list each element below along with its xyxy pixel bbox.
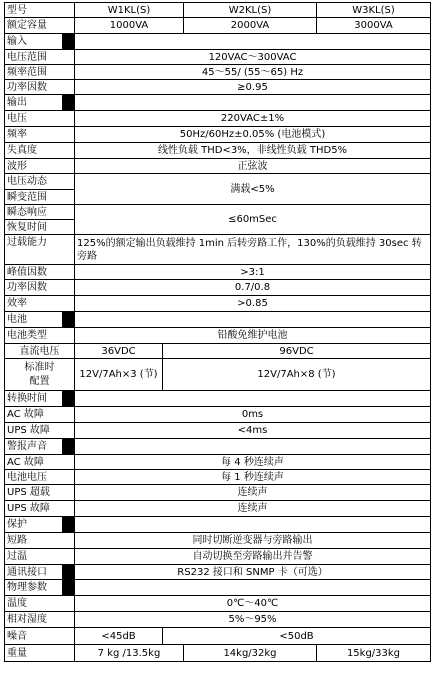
noise-45: <45dB [75, 628, 163, 645]
capacity-1000: 1000VA [75, 18, 184, 34]
output-pf-value: 0.7/0.8 [75, 280, 431, 296]
output-section-title: 输出 [5, 95, 63, 111]
crest-row [5, 265, 431, 280]
battery-section-title: 电池 [5, 312, 63, 328]
section-marker [63, 565, 75, 580]
input-freq-label: 频率范围 [5, 65, 75, 80]
efficiency-row [5, 296, 431, 312]
overheat-label: 过温 [5, 549, 75, 565]
alarm-ups-label: UPS 故障 [5, 501, 75, 517]
dynamic-row [5, 174, 431, 190]
output-voltage-label: 电压 [5, 111, 75, 127]
comm-value: RS232 接口和 SNMP 卡（可选） [75, 565, 431, 580]
input-pf-row [5, 80, 431, 95]
section-marker [63, 34, 75, 50]
distortion-label: 失真度 [5, 143, 75, 159]
temperature-row [5, 596, 431, 612]
distortion-value: 线性负载 THD<3%，非线性负载 THD5% [75, 143, 431, 159]
transient-range-label: 瞬变范围 [5, 190, 75, 205]
alarm-overload-label: UPS 超载 [5, 485, 75, 501]
protection-section-title: 保护 [5, 517, 63, 533]
transfer-ups-label: UPS 故障 [5, 423, 75, 439]
short-circuit-label: 短路 [5, 533, 75, 549]
model-w1kl: W1KL(S) [75, 3, 184, 18]
output-freq-row [5, 127, 431, 143]
alarm-ac-value: 每 4 秒连续声 [75, 455, 431, 470]
physical-section-title: 物理参数 [5, 580, 63, 596]
comm-label: 通讯接口 [5, 565, 63, 580]
waveform-value: 正弦波 [75, 159, 431, 174]
crest-label: 峰值因数 [5, 265, 75, 280]
transfer-section-row [5, 391, 431, 407]
noise-row [5, 628, 431, 645]
alarm-ups-row [5, 501, 431, 517]
input-freq-value: 45～55/ (55～65) Hz [75, 65, 431, 80]
weight-w3: 15kg/33kg [317, 645, 431, 662]
output-freq-label: 频率 [5, 127, 75, 143]
alarm-battery-value: 每 1 秒连续声 [75, 470, 431, 485]
transfer-ac-label: AC 故障 [5, 407, 75, 423]
input-voltage-label: 电压范围 [5, 50, 75, 65]
humidity-label: 相对湿度 [5, 612, 75, 628]
model-w2kl: W2KL(S) [184, 3, 317, 18]
section-marker [63, 95, 75, 111]
capacity-row [5, 18, 431, 34]
battery-config-8: 12V/7Ah×8 (节) [163, 359, 431, 391]
spec-table [4, 2, 431, 662]
output-freq-value: 50Hz/60Hz±0.05% (电池模式) [75, 127, 431, 143]
transfer-ups-row [5, 423, 431, 439]
input-section-title: 输入 [5, 34, 63, 50]
humidity-value: 5%～95% [75, 612, 431, 628]
alarm-section-title: 警报声音 [5, 439, 63, 455]
temperature-value: 0℃～40℃ [75, 596, 431, 612]
header-row [5, 3, 431, 18]
transfer-ac-value: 0ms [75, 407, 431, 423]
dc-voltage-36: 36VDC [75, 344, 163, 359]
alarm-battery-row [5, 470, 431, 485]
comm-row [5, 565, 431, 580]
weight-row [5, 645, 431, 662]
section-marker [63, 312, 75, 328]
capacity-label: 额定容量 [5, 18, 75, 34]
dc-voltage-label: 直流电压 [5, 344, 75, 359]
noise-50: <50dB [163, 628, 431, 645]
section-marker [63, 391, 75, 407]
protection-section-row [5, 517, 431, 533]
input-voltage-value: 120VAC～300VAC [75, 50, 431, 65]
battery-config-label: 标准时 配置 [5, 359, 75, 391]
temperature-label: 温度 [5, 596, 75, 612]
transfer-section-title: 转换时间 [5, 391, 63, 407]
physical-section-row [5, 580, 431, 596]
short-circuit-value: 同时切断逆变器与旁路输出 [75, 533, 431, 549]
dc-voltage-row [5, 344, 431, 359]
output-pf-label: 功率因数 [5, 280, 75, 296]
weight-w2: 14kg/32kg [184, 645, 317, 662]
input-section-row [5, 34, 431, 50]
input-pf-label: 功率因数 [5, 80, 75, 95]
humidity-row [5, 612, 431, 628]
alarm-ac-row [5, 455, 431, 470]
alarm-ac-label: AC 故障 [5, 455, 75, 470]
crest-value: >3:1 [75, 265, 431, 280]
transfer-ac-row [5, 407, 431, 423]
capacity-3000: 3000VA [317, 18, 431, 34]
dynamic-label: 电压动态 [5, 174, 75, 190]
recovery-label: 恢复时间 [5, 220, 75, 235]
weight-w1: 7 kg /13.5kg [75, 645, 184, 662]
weight-label: 重量 [5, 645, 75, 662]
waveform-label: 波形 [5, 159, 75, 174]
transfer-ups-value: <4ms [75, 423, 431, 439]
dc-voltage-96: 96VDC [163, 344, 431, 359]
overheat-value: 自动切换至旁路输出并告警 [75, 549, 431, 565]
transient-response-value: ≤60mSec [75, 205, 431, 235]
alarm-battery-label: 电池电压 [5, 470, 75, 485]
battery-config-row [5, 359, 431, 391]
model-label: 型号 [5, 3, 75, 18]
overload-label: 过载能力 [5, 235, 75, 265]
short-circuit-row [5, 533, 431, 549]
section-marker [63, 580, 75, 596]
alarm-overload-row [5, 485, 431, 501]
battery-section-row [5, 312, 431, 328]
model-w3kl: W3KL(S) [317, 3, 431, 18]
input-freq-row [5, 65, 431, 80]
dynamic-value: 满载<5% [75, 174, 431, 205]
efficiency-value: >0.85 [75, 296, 431, 312]
overload-value: 125%的额定输出负载维持 1min 后转旁路工作，130%的负载维持 30sec 转旁路 [75, 235, 431, 265]
input-voltage-row [5, 50, 431, 65]
output-section-row [5, 95, 431, 111]
battery-type-row [5, 328, 431, 344]
transient-response-label: 瞬态响应 [5, 205, 75, 220]
alarm-section-row [5, 439, 431, 455]
battery-config-3: 12V/7Ah×3 (节) [75, 359, 163, 391]
alarm-ups-value: 连续声 [75, 501, 431, 517]
efficiency-label: 效率 [5, 296, 75, 312]
section-marker [63, 517, 75, 533]
output-pf-row [5, 280, 431, 296]
section-marker [63, 439, 75, 455]
output-voltage-row [5, 111, 431, 127]
waveform-row [5, 159, 431, 174]
overheat-row [5, 549, 431, 565]
input-pf-value: ≥0.95 [75, 80, 431, 95]
battery-type-value: 铅酸免维护电池 [75, 328, 431, 344]
output-voltage-value: 220VAC±1% [75, 111, 431, 127]
capacity-2000: 2000VA [184, 18, 317, 34]
alarm-overload-value: 连续声 [75, 485, 431, 501]
noise-label: 噪音 [5, 628, 75, 645]
overload-row [5, 235, 431, 265]
transient-response-row [5, 205, 431, 220]
distortion-row [5, 143, 431, 159]
battery-type-label: 电池类型 [5, 328, 75, 344]
